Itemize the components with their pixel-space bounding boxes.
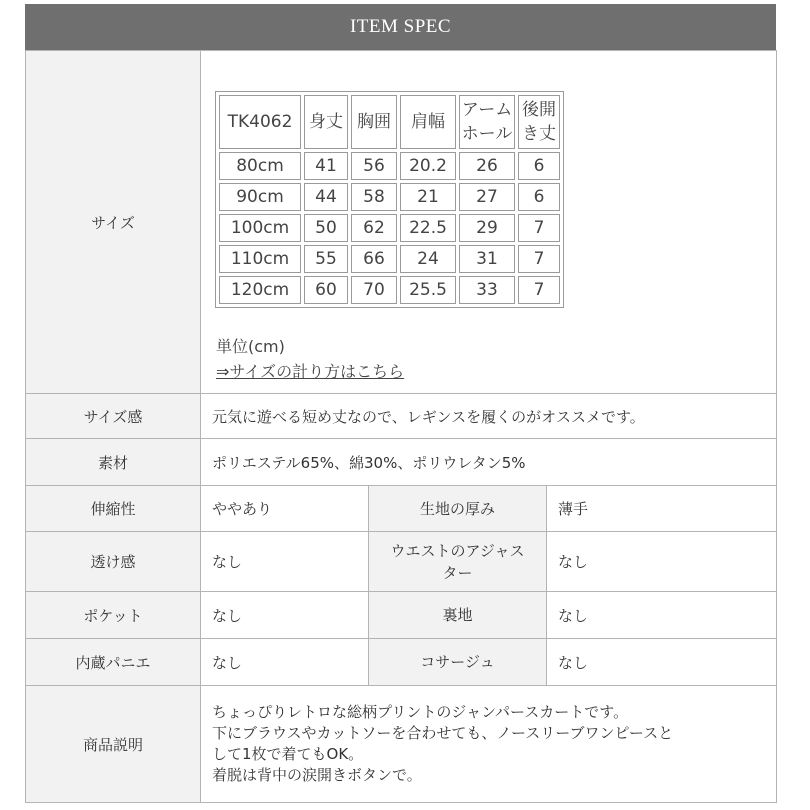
description-label: 商品説明: [26, 686, 201, 803]
size-chart-header-text: アーム: [461, 100, 513, 120]
size-chart-cell: 100cm: [219, 214, 301, 242]
lining-value: なし: [547, 592, 777, 639]
size-chart-cell: 33: [459, 276, 515, 304]
size-chart-header-text: 後開: [522, 100, 556, 120]
size-chart-cell: 6: [518, 183, 560, 211]
size-chart-cell: 41: [304, 152, 348, 180]
fit-label: サイズ感: [26, 394, 201, 439]
size-chart-header-cell: [400, 95, 456, 149]
spec-row-fit: [26, 394, 777, 439]
spec-row-size: [26, 51, 777, 394]
size-chart-cell: 22.5: [400, 214, 456, 242]
size-chart-cell: 26: [459, 152, 515, 180]
size-chart-cell: 62: [351, 214, 397, 242]
size-chart-cell: 6: [518, 152, 560, 180]
spec-row-pannier: [26, 639, 777, 686]
fit-value: 元気に遊べる短め丈なので、レギンスを履くのがオススメです。: [201, 394, 777, 439]
size-chart-row: [219, 152, 560, 180]
size-chart-cell: 56: [351, 152, 397, 180]
spec-row-material: [26, 439, 777, 486]
size-chart-cell: 7: [518, 214, 560, 242]
size-chart-cell: 55: [304, 245, 348, 273]
size-chart-header-cell: [459, 95, 515, 149]
size-chart-cell: 70: [351, 276, 397, 304]
size-chart-cell: 7: [518, 276, 560, 304]
size-chart-cell: 58: [351, 183, 397, 211]
size-chart-row: [219, 276, 560, 304]
description-line: して1枚で着てもOK。: [212, 745, 364, 763]
lining-label: 裏地: [369, 592, 547, 639]
waist-adjuster-label-line2: ター: [442, 563, 473, 582]
size-chart-cell: 120cm: [219, 276, 301, 304]
size-chart-cell: 90cm: [219, 183, 301, 211]
size-chart-header-text: ホール: [461, 124, 513, 144]
size-label: サイズ: [26, 51, 201, 394]
spec-row-pocket: [26, 592, 777, 639]
size-chart-cell: 60: [304, 276, 348, 304]
waist-adjuster-label-line1: ウエストのアジャス: [390, 541, 525, 560]
size-chart-cell: 110cm: [219, 245, 301, 273]
size-chart-header-text: 胸囲: [357, 112, 391, 132]
size-chart-cell: 21: [400, 183, 456, 211]
size-chart-row: [219, 214, 560, 242]
size-chart-cell: 31: [459, 245, 515, 273]
pocket-value: なし: [201, 592, 369, 639]
spec-row-sheer: [26, 532, 777, 592]
pannier-value: なし: [201, 639, 369, 686]
size-chart: [215, 91, 564, 308]
description-line: 下にブラウスやカットソーを合わせても、ノースリーブワンピースと: [212, 724, 674, 742]
size-chart-cell: 20.2: [400, 152, 456, 180]
stretch-value: ややあり: [201, 486, 369, 532]
size-chart-cell: 25.5: [400, 276, 456, 304]
size-chart-header-row: [219, 95, 560, 149]
size-chart-cell: 80cm: [219, 152, 301, 180]
size-howto-link[interactable]: ⇒サイズの計り方はこちら: [216, 362, 405, 381]
size-chart-header-cell: [304, 95, 348, 149]
size-chart-header-text: TK4062: [227, 112, 293, 132]
sheer-label: 透け感: [26, 532, 201, 592]
description-line: ちょっぴりレトロな総柄プリントのジャンパースカートです。: [212, 703, 629, 721]
waist-adjuster-value: なし: [547, 532, 777, 592]
material-label: 素材: [26, 439, 201, 486]
size-unit: 単位(cm): [216, 337, 285, 356]
size-chart-header-text: 肩幅: [411, 112, 445, 132]
description-text: [201, 686, 777, 803]
size-cell: [201, 51, 777, 394]
spec-table: [25, 50, 777, 803]
size-chart-cell: 29: [459, 214, 515, 242]
spec-title: ITEM SPEC: [349, 16, 452, 37]
pannier-label: 内蔵パニエ: [26, 639, 201, 686]
size-chart-header-text: 身丈: [309, 112, 343, 132]
size-chart-header-cell: [351, 95, 397, 149]
sheer-value: なし: [201, 532, 369, 592]
size-chart-cell: 24: [400, 245, 456, 273]
size-chart-header-text: き丈: [522, 124, 556, 144]
size-chart-header-cell: [219, 95, 301, 149]
thickness-label: 生地の厚み: [369, 486, 547, 532]
waist-adjuster-label: [369, 532, 547, 592]
corsage-label: コサージュ: [369, 639, 547, 686]
material-value: ポリエステル65%、綿30%、ポリウレタン5%: [201, 439, 777, 486]
spec-row-stretch: [26, 486, 777, 532]
size-chart-cell: 27: [459, 183, 515, 211]
size-chart-cell: 44: [304, 183, 348, 211]
size-chart-cell: 50: [304, 214, 348, 242]
size-chart-header-cell: [518, 95, 560, 149]
corsage-value: なし: [547, 639, 777, 686]
size-chart-row: [219, 245, 560, 273]
pocket-label: ポケット: [26, 592, 201, 639]
stretch-label: 伸縮性: [26, 486, 201, 532]
description-line: 着脱は背中の涙開きボタンで。: [212, 766, 422, 784]
spec-header: [25, 4, 776, 50]
size-chart-row: [219, 183, 560, 211]
spec-row-description: [26, 686, 777, 803]
thickness-value: 薄手: [547, 486, 777, 532]
size-chart-cell: 7: [518, 245, 560, 273]
size-chart-cell: 66: [351, 245, 397, 273]
